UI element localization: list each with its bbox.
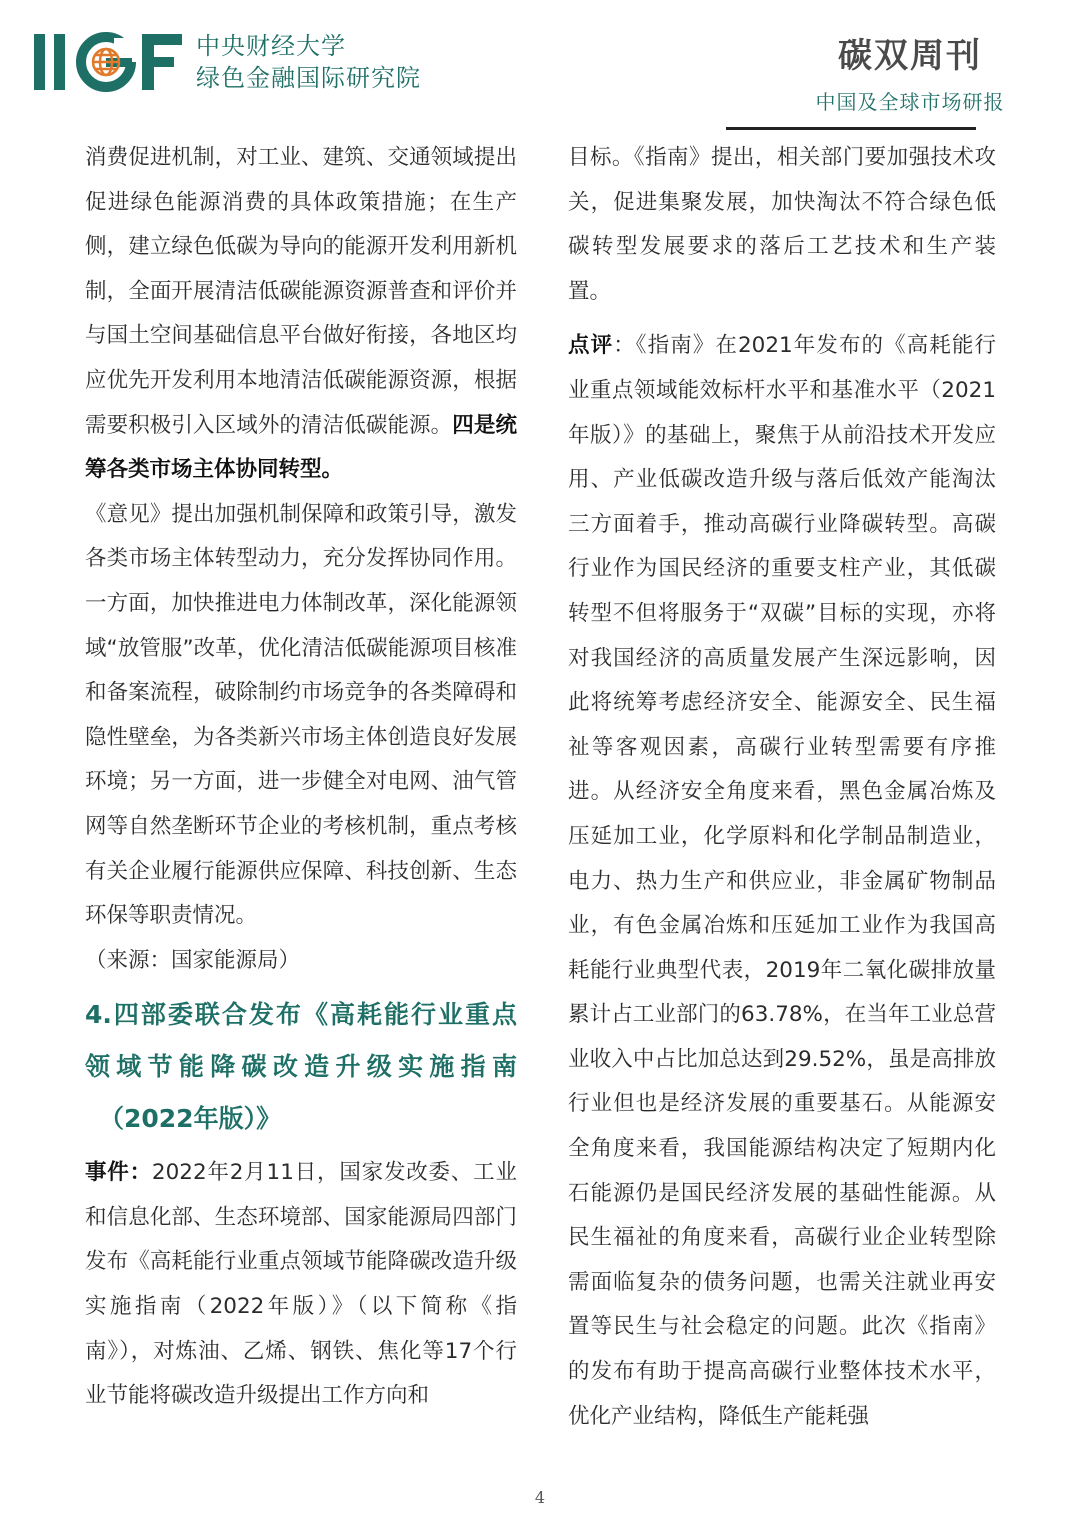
paragraph-text: 消费促进机制，对工业、建筑、交通领域提出促进绿色能源消费的具体政策措施；在生产侧，建立绿色低碳为导向的能源开发利用新机制，全面开展清洁低碳能源资源普查和评价并与国土空间基础信息平台做好衔接，各地区均应优先开发利用本地清洁低碳能源资源，根据需要积极引入区域外的清洁低碳能源。 [85, 145, 517, 438]
comment-paragraph [568, 324, 996, 1439]
body-paragraph: 《意见》提出加强机制保障和政策引导，激发各类市场主体转型动力，充分发挥协同作用。一方面，加快推进电力体制改革，深化能源领域“放管服”改革，优化清洁低碳能源项目核准和备案流程，破除制约市场竞争的各类障碍和隐性壁垒，为各类新兴市场主体创造良好发展环境；另一方面，进一步健全对电网、油气管网等自然垄断环节企业的考核机制，重点考核有关企业履行能源供应保障、科技创新、生态环保等职责情况。 [85, 501, 517, 929]
event-text: 2022年2月11日，国家发改委、工业和信息化部、生态环境部、国家能源局四部门发布《高耗能行业重点领域节能降碳改造升级实施指南（2022年版）》（以下简称《指南》），对炼油、乙烯、钢铁、焦化等17个行业节能将碳改造升级提出工作方向和 [85, 1160, 517, 1409]
comment-text: ：《指南》在2021年发布的《高耗能行业重点领域能效标杆水平和基准水平（2021年版）》的基础上，聚焦于从前沿技术开发应用、产业低碳改造升级与落后低效产能淘汰三方面着手，推动高碳行业降碳转型。高碳行业作为国民经济的重要支柱产业，其低碳转型不但将服务于“双碳”目标的实现，亦将对我国经济的高质量发展产生深远影响，因此将统筹考虑经济安全、能源安全、民生福祉等客观因素，高碳行业转型需要有序推进。从经济安全角度来看，黑色金属冶炼及压延加工业，化学原料和化学制品制造业，电力、热力生产和供应业，非金属矿物制品业，有色金属冶炼和压延加工业作为我国高耗能行业典型代表，2019年二氧化碳排放量累计占工业部门的63.78%，在当年工业总营业收入中占比加总达到29.52%，虽是高排放行业但也是经济发展的重要基石。从能源安全角度来看，我国能源结构决定了短期内化石能源仍是国民经济发展的基础性能源。从民生福祉的角度来看，高碳行业企业转型除需面临复杂的债务问题，也需关注就业再安置等民生与社会稳定的问题。此次《指南》的发布有助于提高高碳行业整体技术水平，优化产业结构，降低生产能耗强 [568, 333, 996, 1429]
comment-label: 点评 [568, 333, 614, 359]
section-heading-line: 领域节能降碳改造升级实施指南 [85, 1052, 517, 1082]
institution-name-line1: 中央财经大学 [196, 32, 346, 60]
body-paragraph: 目标。《指南》提出，相关部门要加强技术攻关，促进集聚发展，加快淘汰不符合绿色低碳转型发展要求的落后工艺技术和生产装置。 [568, 145, 996, 304]
institution-logo [34, 30, 421, 94]
section-heading-line: 4.四部委联合发布《高耗能行业重点 [85, 1000, 517, 1030]
masthead-divider [726, 127, 976, 130]
page-number: 4 [534, 1488, 546, 1507]
left-column [85, 136, 517, 1419]
logo-letter-f [142, 34, 182, 90]
globe-g-icon [76, 32, 136, 92]
institution-name-line2: 绿色金融国际研究院 [196, 64, 421, 92]
publication-title: 碳双周刊 [838, 36, 982, 76]
institution-name [196, 30, 421, 94]
section-heading [85, 989, 517, 1145]
event-label: 事件： [85, 1160, 152, 1186]
source-note: （来源：国家能源局） [85, 947, 301, 973]
body-paragraph [85, 136, 517, 493]
event-paragraph [85, 1151, 517, 1419]
publication-subtitle: 中国及全球市场研报 [815, 90, 1005, 114]
section-heading-line: （2022年版）》 [99, 1104, 282, 1134]
right-column [568, 136, 996, 1439]
iigf-logo-mark [34, 32, 182, 92]
bold-point-heading: 四是统筹各类市场主体协同转型。 [85, 412, 517, 483]
